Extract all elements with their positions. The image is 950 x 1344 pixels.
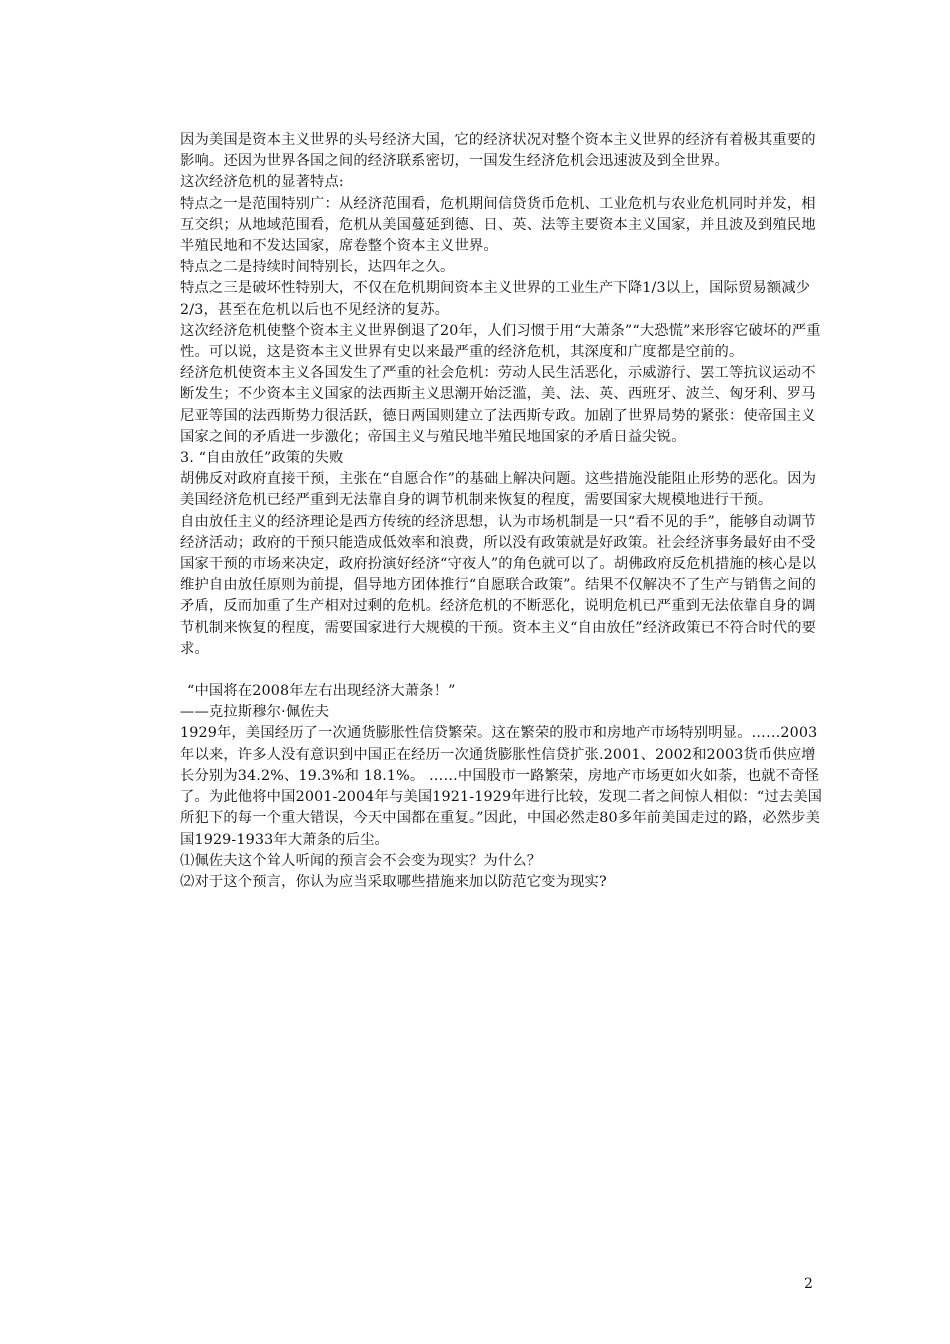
paragraph-us-influence: 因为美国是资本主义世界的头号经济大国，它的经济状况对整个资本主义世界的经济有着极其重要的影响。还因为世界各国之间的经济联系密切，一国发生经济危机会迅速波及到全世界。 (180, 132, 816, 170)
quote-text: “中国将在2008年左右出现经济大萧条！” (187, 683, 456, 700)
section-heading-laissez-faire: 3. “自由放任”政策的失败 (180, 450, 344, 467)
page-number: 2 (804, 1276, 813, 1292)
paragraph-gap (180, 660, 825, 681)
paragraph-laissez-faire-theory: 自由放任主义的经济理论是西方传统的经济思想，认为市场机制是一只“看不见的手”，能够自动调节经济活动；政府的干预只能造成低效率和浪费，所以没有政策就是好政策。社会经济事务最好由不受国家干预的市场来决定，政府扮演好经济“守夜人”的角色就可以了。胡佛政府反危机措施的核心是以维护自由放任原则为前提，倡导地方团体推行“自愿联合政策”。结果不仅解决不了生产与销售之间的矛盾，反而加重了生产相对过剩的危机。经济危机的不断恶化，说明危机已严重到无法依靠自身的调节机制来恢复的程度，需要国家进行大规模的干预。资本主义“自由放任”经济政策已不符合时代的要求。 (180, 513, 817, 657)
paragraph-feature-two: 特点之二是持续时间特别长，达四年之久。 (180, 259, 455, 276)
question-one: ⑴佩佐夫这个耸人听闻的预言会不会变为现实？为什么？ (180, 852, 542, 869)
paragraph-feature-three: 特点之三是破坏性特别大，不仅在危机期间资本主义世界的工业生产下降1/3以上，国际贸易额减少2/3，甚至在危机以后也不见经济的复苏。 (180, 280, 811, 318)
document-body (180, 130, 825, 893)
paragraph-hoover-policy: 胡佛反对政府直接干预，主张在“自愿合作”的基础上解决问题。这些措施没能阻止形势的恶化。因为美国经济危机已经严重到无法靠自身的调节机制来恢复的程度，需要国家大规模地进行干预。 (180, 471, 817, 509)
paragraph-crisis-features-heading: 这次经济危机的显著特点: (180, 174, 344, 191)
paragraph-feature-one: 特点之一是范围特别广：从经济范围看，危机期间信贷货币危机、工业危机与农业危机同时并发，相互交织；从地域范围看，危机从美国蔓延到德、日、英、法等主要资本主义国家，并且波及到殖民地半殖民地和不发达国家，席卷整个资本主义世界。 (180, 195, 816, 255)
paragraph-crisis-severity: 这次经济危机使整个资本主义世界倒退了20年，人们习惯于用“大萧条”“大恐慌”来形容它破坏的严重性。可以说，这是资本主义世界有史以来最严重的经济危机，其深度和广度都是空前的。 (180, 322, 821, 361)
quote-author: ——克拉斯穆尔·佩佐夫 (180, 704, 330, 721)
material-paragraph: 1929年，美国经历了一次通货膨胀性信贷繁荣。这在繁荣的股市和房地产市场特别明显。……2003年以来，许多人没有意识到中国正在经历一次通货膨胀性信贷扩张.2001、2002和2003货币供应增长分别为34.2%、19.3%和 18.1%。 ……中国股市一路繁荣，房地产市场更如火如荼，也就不奇怪了。为此他将中国2001-2004年与美国1921-1929年进行比较，发现二者之间惊人相似：“过去美国所犯下的每一个重大错误，今天中国都在重复。”因此，中国必然走80多年前美国走过的路，必然步美国1929-1933年大萧条的后尘。 (180, 725, 823, 848)
paragraph-social-crisis: 经济危机使资本主义各国发生了严重的社会危机：劳动人民生活恶化，示威游行、罢工等抗议运动不断发生；不少资本主义国家的法西斯主义思潮开始泛滥，美、法、英、西班牙、波兰、匈牙利、罗马尼亚等国的法西斯势力很活跃，德日两国则建立了法西斯专政。加剧了世界局势的紧张：使帝国主义国家之间的矛盾进一步激化；帝国主义与殖民地半殖民地国家的矛盾日益尖锐。 (180, 365, 816, 445)
question-two: ⑵对于这个预言，你认为应当采取哪些措施来加以防范它变为现实? (180, 873, 607, 890)
